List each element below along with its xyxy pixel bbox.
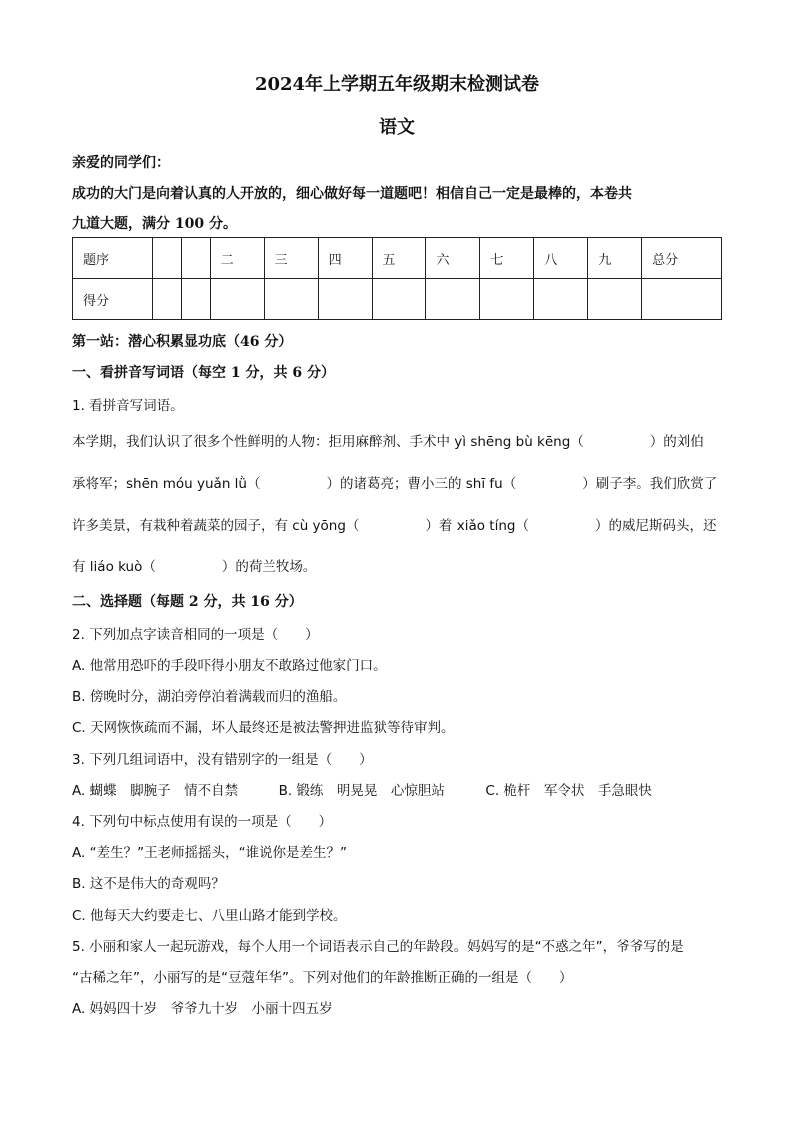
table-cell: 五 [372, 238, 426, 279]
score-entry-cell[interactable] [181, 279, 210, 320]
question-5-option-a[interactable]: A. 妈妈四十岁 爷爷九十岁 小丽十四五岁 [72, 1001, 333, 1017]
table-cell: 得分 [73, 279, 153, 320]
text-run: ）的刘伯 [649, 434, 704, 450]
part2-heading: 二、选择题（每题 2 分，共 16 分） [72, 594, 303, 610]
text-run: 许多美景，有栽种着蔬菜的园子，有 cù yōng（ [72, 518, 360, 534]
table-cell: 七 [480, 238, 534, 279]
text-run: 有 liáo kuò（ [72, 559, 156, 575]
score-entry-cell[interactable] [426, 279, 480, 320]
table-cell: 四 [318, 238, 372, 279]
pinyin-paragraph-line-2 [72, 472, 717, 492]
table-cell: 六 [426, 238, 480, 279]
section-station-heading: 第一站：潜心积累显功底（46 分） [72, 334, 293, 350]
text-run: ）的诸葛亮；曹小三的 shī fu（ [326, 476, 517, 492]
pinyin-paragraph-line-4 [72, 555, 316, 575]
text-run: ）的威尼斯码头，还 [594, 518, 717, 534]
table-cell: 题序 [73, 238, 153, 279]
score-entry-cell[interactable] [152, 279, 181, 320]
greeting: 亲爱的同学们： [72, 155, 170, 171]
question-5-stem-line-1: 5. 小丽和家人一起玩游戏，每个人用一个词语表示自己的年龄段。妈妈写的是“不惑之年”，爷爷写的是 [72, 939, 684, 955]
question-4-option-c[interactable]: C. 他每天大约要走七、八里山路才能到学校。 [72, 908, 347, 924]
text-run: ）刷子李。我们欣赏了 [582, 476, 718, 492]
table-cell: 八 [534, 238, 588, 279]
score-entry-cell[interactable] [264, 279, 318, 320]
question-4-option-b[interactable]: B. 这不是伟大的奇观吗？ [72, 876, 225, 892]
question-2-option-a[interactable]: A. 他常用恐吓的手段吓得小朋友不敢路过他家门口。 [72, 658, 387, 674]
score-entry-cell[interactable] [372, 279, 426, 320]
score-entry-cell[interactable] [642, 279, 722, 320]
score-table-header-row [73, 238, 722, 279]
question-3-options[interactable]: A. 蝴蝶 脚腕子 情不自禁 B. 锻练 明晃晃 心惊胆站 C. 桅杆 军令状 手急眼快 [72, 783, 652, 799]
table-cell: 二 [210, 238, 264, 279]
score-table-score-row [73, 279, 722, 320]
pinyin-paragraph-line-1 [72, 430, 704, 450]
table-cell [181, 238, 210, 279]
score-entry-cell[interactable] [210, 279, 264, 320]
table-cell: 三 [264, 238, 318, 279]
table-cell: 九 [588, 238, 642, 279]
score-entry-cell[interactable] [534, 279, 588, 320]
question-4-stem: 4. 下列句中标点使用有误的一项是（ ） [72, 814, 333, 830]
question-2-option-b[interactable]: B. 傍晚时分，湖泊旁停泊着满载而归的渔船。 [72, 689, 347, 705]
intro-line-2: 九道大题，满分 100 分。 [72, 216, 237, 232]
question-3-stem: 3. 下列几组词语中，没有错别字的一组是（ ） [72, 752, 373, 768]
score-entry-cell[interactable] [318, 279, 372, 320]
text-run: ）着 xiǎo tíng（ [425, 518, 529, 534]
table-cell [152, 238, 181, 279]
question-5-stem-line-2: “古稀之年”，小丽写的是“豆蔻年华”。下列对他们的年龄推断正确的一组是（ ） [72, 970, 573, 986]
score-entry-cell[interactable] [480, 279, 534, 320]
question-1-stem: 1. 看拼音写词语。 [72, 398, 184, 414]
text-run: ）的荷兰牧场。 [221, 559, 317, 575]
text-run: 承将军；shēn móu yuǎn lǜ（ [72, 476, 261, 492]
exam-title: 2024年上学期五年级期末检测试卷 [254, 74, 540, 95]
question-2-option-c[interactable]: C. 天网恢恢疏而不漏，坏人最终还是被法警押进监狱等待审判。 [72, 720, 455, 736]
subject-title: 语文 [379, 117, 415, 138]
text-run: 本学期，我们认识了很多个性鲜明的人物：拒用麻醉剂、手术中 yì shēng bù kēng（ [72, 434, 584, 450]
table-cell: 总分 [642, 238, 722, 279]
part1-heading: 一、看拼音写词语（每空 1 分，共 6 分） [72, 365, 335, 381]
score-entry-cell[interactable] [588, 279, 642, 320]
intro-line-1: 成功的大门是向着认真的人开放的，细心做好每一道题吧！相信自己一定是最棒的，本卷共 [72, 186, 632, 202]
pinyin-paragraph-line-3 [72, 514, 716, 534]
question-2-stem: 2. 下列加点字读音相同的一项是（ ） [72, 627, 319, 643]
question-4-option-a[interactable]: A. “差生？”王老师摇摇头，“谁说你是差生？” [72, 845, 348, 861]
score-table [72, 237, 722, 320]
